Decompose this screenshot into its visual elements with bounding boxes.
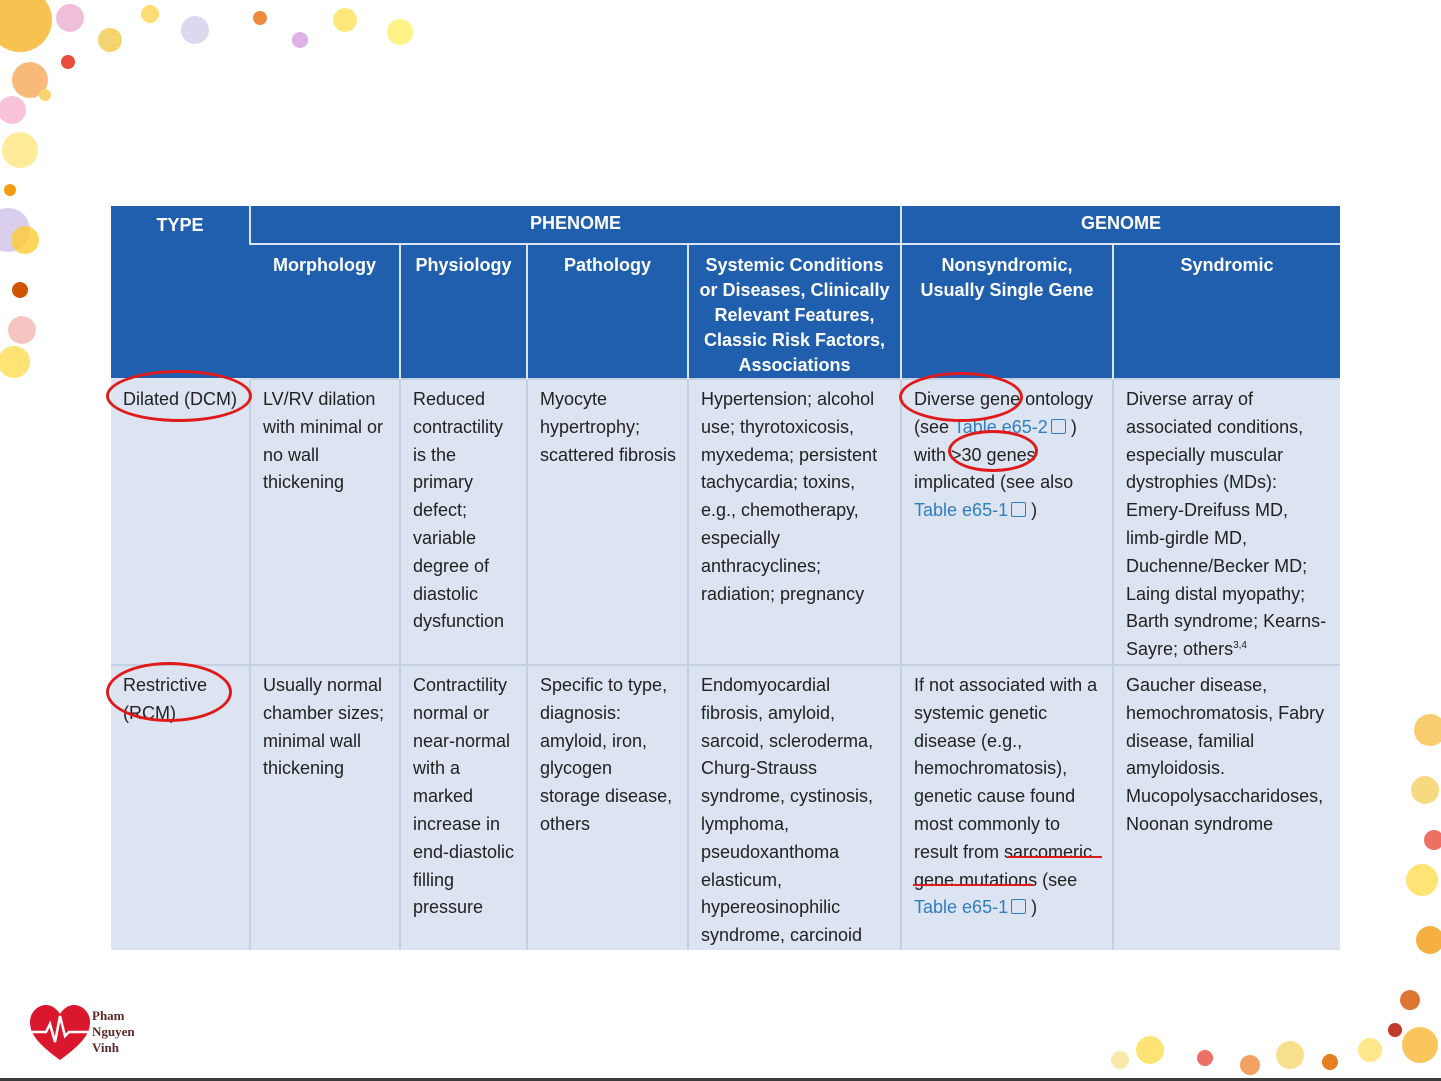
- cell-text: If not associated with a systemic genetic disease (e.g., hemochromatosis), genetic cause found most commonly to result from sarcomeric gene mutations (see: [914, 674, 1098, 890]
- logo-line: Vinh: [92, 1040, 119, 1055]
- cell-text: Diverse gene ontology (see: [914, 389, 1094, 437]
- logo-line: Nguyen: [92, 1024, 135, 1039]
- cell-syndromic: Gaucher disease, hemochromatosis, Fabry disease, familial amyloidosis. Mucopolysaccharidoses, Noonan syndrome: [1113, 665, 1340, 950]
- cell-type: Dilated (DCM): [111, 379, 250, 665]
- annotation-underline-sarcomeric: [1008, 856, 1102, 858]
- table-e65-1-link[interactable]: Table e65-1: [914, 897, 1009, 918]
- header-phenome: PHENOME: [250, 206, 901, 244]
- external-link-icon[interactable]: [1011, 502, 1026, 517]
- table-e65-1-link[interactable]: Table e65-1: [914, 500, 1009, 521]
- header-pathology: Pathology: [527, 244, 688, 379]
- header-type: TYPE: [111, 206, 250, 379]
- logo-line: Pham: [92, 1008, 125, 1023]
- header-syndromic: Syndromic: [1113, 244, 1340, 379]
- cell-text: ): [1031, 897, 1038, 918]
- header-morphology: Morphology: [250, 244, 400, 379]
- logo-text: [92, 1008, 135, 1056]
- cell-pathology: Myocyte hypertrophy; scattered fibrosis: [527, 379, 688, 665]
- cell-nonsyndromic: [901, 665, 1113, 950]
- header-nonsyndromic: Nonsyndromic, Usually Single Gene: [901, 244, 1113, 379]
- cell-physiology: Reduced contractility is the primary defect; variable degree of diastolic dysfunction: [400, 379, 527, 665]
- cell-nonsyndromic: [901, 379, 1113, 665]
- cell-systemic: Hypertension; alcohol use; thyrotoxicosis, myxedema; persistent tachycardia; toxins, e.g., chemotherapy, especially anthracyclines; radiation; pregnancy: [688, 379, 901, 665]
- cell-text: ): [1031, 500, 1038, 521]
- table-row: [111, 379, 1340, 665]
- header-physiology: Physiology: [400, 244, 527, 379]
- external-link-icon[interactable]: [1051, 419, 1066, 434]
- cell-pathology: Specific to type, diagnosis: amyloid, iron, glycogen storage disease, others: [527, 665, 688, 950]
- cell-syndromic: [1113, 379, 1340, 665]
- annotation-underline-gene-mutations: [913, 884, 1033, 886]
- header-genome: GENOME: [901, 206, 1340, 244]
- external-link-icon[interactable]: [1011, 899, 1026, 914]
- table-e65-2-link[interactable]: Table e65-2: [953, 416, 1048, 437]
- cell-text: Diverse array of associated conditions, especially muscular dystrophies (MDs): Emery-Dreifuss MD, limb-girdle MD, Duchenne/Becker MD; Laing distal myopathy; Barth syndrome; Kearns-Sayre; others: [1126, 389, 1327, 660]
- table-row: [111, 665, 1340, 950]
- cell-physiology: Contractility normal or near-normal with a marked increase in end-diastolic filling pressure: [400, 665, 527, 950]
- header-systemic: Systemic Conditions or Diseases, Clinically Relevant Features, Classic Risk Factors, Associations: [688, 244, 901, 379]
- reference-superscript: 3,4: [1233, 640, 1247, 652]
- cell-type: Restrictive (RCM): [111, 665, 250, 950]
- cell-systemic: Endomyocardial fibrosis, amyloid, sarcoid, scleroderma, Churg-Strauss syndrome, cystinosis, lymphoma, pseudoxanthoma elasticum, hypereosinophilic syndrome, carcinoid: [688, 665, 901, 950]
- cell-text: ) with >30 genes implicated (see also: [914, 416, 1077, 493]
- cardiomyopathy-table: [111, 206, 1340, 948]
- cell-morphology: LV/RV dilation with minimal or no wall thickening: [250, 379, 400, 665]
- cell-morphology: Usually normal chamber sizes; minimal wall thickening: [250, 665, 400, 950]
